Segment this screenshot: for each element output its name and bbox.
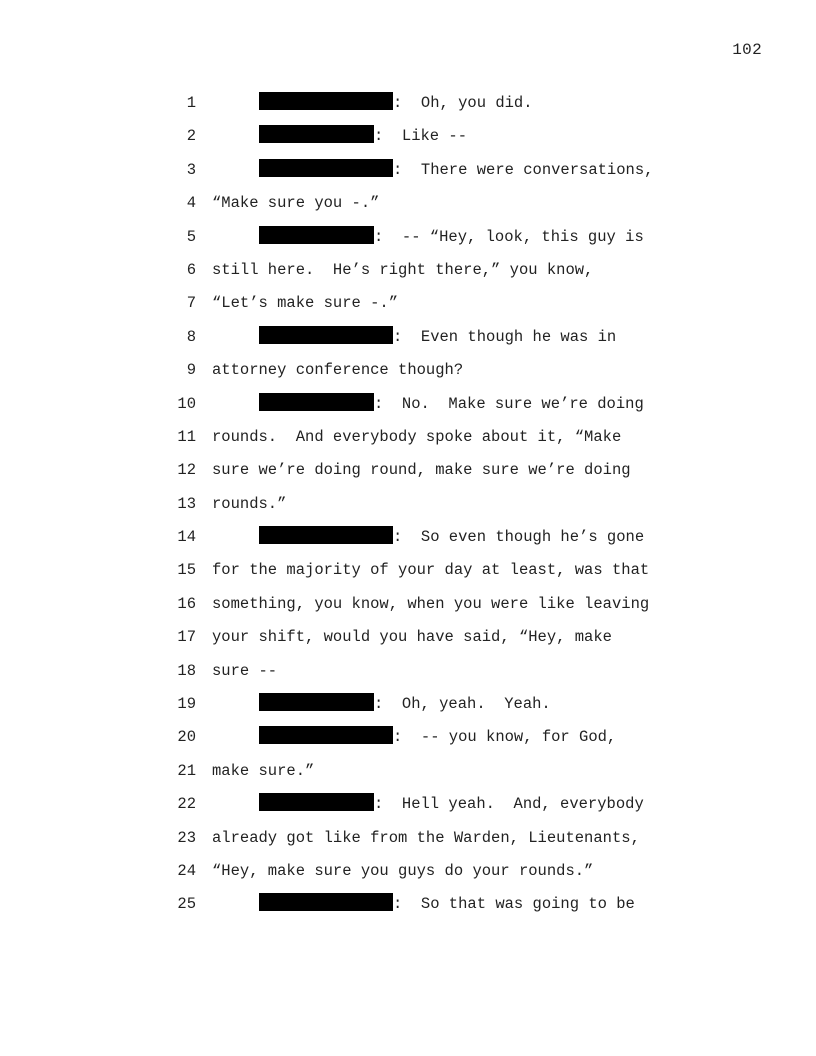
line-text-container [212,287,398,320]
line-text-container [259,87,533,120]
transcript-body [0,87,816,922]
speaker-redaction-bar [259,326,393,344]
line-number: 18 [177,661,196,680]
line-text: : Oh, you did. [393,94,533,112]
transcript-line [0,521,816,554]
line-text: : Even though he was in [393,327,617,346]
transcript-line [0,855,816,888]
speaker-redaction-bar [259,726,393,744]
line-number: 19 [177,695,196,714]
line-number: 5 [186,227,196,246]
speaker-redaction-bar [259,793,374,811]
line-text: : Like -- [374,127,468,146]
line-text: “Make sure you -.” [212,194,380,213]
transcript-line [0,488,816,521]
line-text: “Let’s make sure -.” [212,294,399,313]
speaker-redaction-bar [259,125,374,143]
line-text: something, you know, when you were like leaving [212,594,650,613]
line-number: 24 [177,861,196,880]
line-text-container [259,788,644,821]
line-text: sure we’re doing round, make sure we’re doing [212,461,631,480]
line-text: : Oh, yeah. Yeah. [374,695,551,714]
line-number: 3 [186,160,196,179]
transcript-line [0,154,816,187]
line-text-container [259,120,467,153]
speaker-redaction-bar [259,893,393,911]
line-number: 12 [177,461,196,480]
line-text-container [212,488,286,521]
line-text: : So that was going to be [393,895,635,914]
line-text: already got like from the Warden, Lieutenants, [212,828,640,847]
line-text: : -- you know, for God, [393,728,617,747]
line-text-container [259,154,653,187]
line-text-container [259,888,635,921]
line-text: still here. He’s right there,” you know, [212,260,594,279]
transcript-line [0,588,816,621]
line-number: 25 [177,895,196,914]
line-number: 2 [186,127,196,146]
line-text: rounds. And everybody spoke about it, “Make [212,427,622,446]
transcript-line [0,287,816,320]
transcript-line [0,254,816,287]
line-number: 17 [177,628,196,647]
line-number: 15 [177,561,196,580]
line-text-container [259,721,616,754]
transcript-line [0,554,816,587]
line-text-container [212,655,277,688]
line-text-container [212,554,649,587]
speaker-redaction-bar [259,159,393,177]
line-text-container [212,454,631,487]
line-text: : -- “Hey, look, this guy is [374,227,644,246]
speaker-redaction-bar [259,226,374,244]
transcript-line [0,788,816,821]
line-text: : No. Make sure we’re doing [374,394,644,413]
line-text: : Hell yeah. And, everybody [374,795,644,814]
line-number: 21 [177,761,196,780]
line-text: your shift, would you have said, “Hey, make [212,628,612,647]
line-text-container [212,421,621,454]
line-number: 9 [186,361,196,380]
transcript-line [0,388,816,421]
speaker-redaction-bar [259,92,393,110]
speaker-redaction-bar [259,393,374,411]
transcript-line [0,120,816,153]
line-text-container [212,855,593,888]
line-text: sure -- [212,661,278,680]
line-text: : So even though he’s gone [393,528,645,547]
line-text-container [212,621,612,654]
transcript-line [0,655,816,688]
line-text-container [212,822,640,855]
line-number: 11 [177,427,196,446]
line-number: 1 [186,94,196,112]
line-text-container [212,254,593,287]
line-number: 8 [186,327,196,346]
transcript-line [0,221,816,254]
line-text: attorney conference though? [212,361,464,380]
line-text: “Hey, make sure you guys do your rounds.” [212,861,594,880]
transcript-line [0,621,816,654]
speaker-redaction-bar [259,693,374,711]
line-number: 20 [177,728,196,747]
line-number: 6 [186,260,196,279]
transcript-line [0,822,816,855]
line-text-container [259,688,551,721]
line-number: 16 [177,594,196,613]
line-number: 23 [177,828,196,847]
line-text-container [212,354,463,387]
page-number: 102 [732,41,762,59]
transcript-line [0,755,816,788]
transcript-line [0,354,816,387]
line-number: 14 [177,528,196,547]
line-number: 13 [177,494,196,513]
transcript-line [0,888,816,921]
speaker-redaction-bar [259,526,393,544]
line-number: 10 [177,394,196,413]
line-text: make sure.” [212,761,315,780]
line-text: rounds.” [212,494,287,513]
transcript-line [0,321,816,354]
transcript-line [0,421,816,454]
transcript-line [0,688,816,721]
transcript-line [0,187,816,220]
line-number: 22 [177,795,196,814]
line-number: 7 [186,294,196,313]
line-text-container [259,388,644,421]
line-text: : There were conversations, [393,160,654,179]
line-text-container [212,187,379,220]
line-text-container [259,321,616,354]
line-text: for the majority of your day at least, was that [212,561,650,580]
transcript-line [0,454,816,487]
line-text-container [212,588,649,621]
transcript-line [0,87,816,120]
line-text-container [259,221,644,254]
line-text-container [259,521,644,554]
transcript-line [0,721,816,754]
line-text-container [212,755,314,788]
line-number: 4 [186,194,196,213]
